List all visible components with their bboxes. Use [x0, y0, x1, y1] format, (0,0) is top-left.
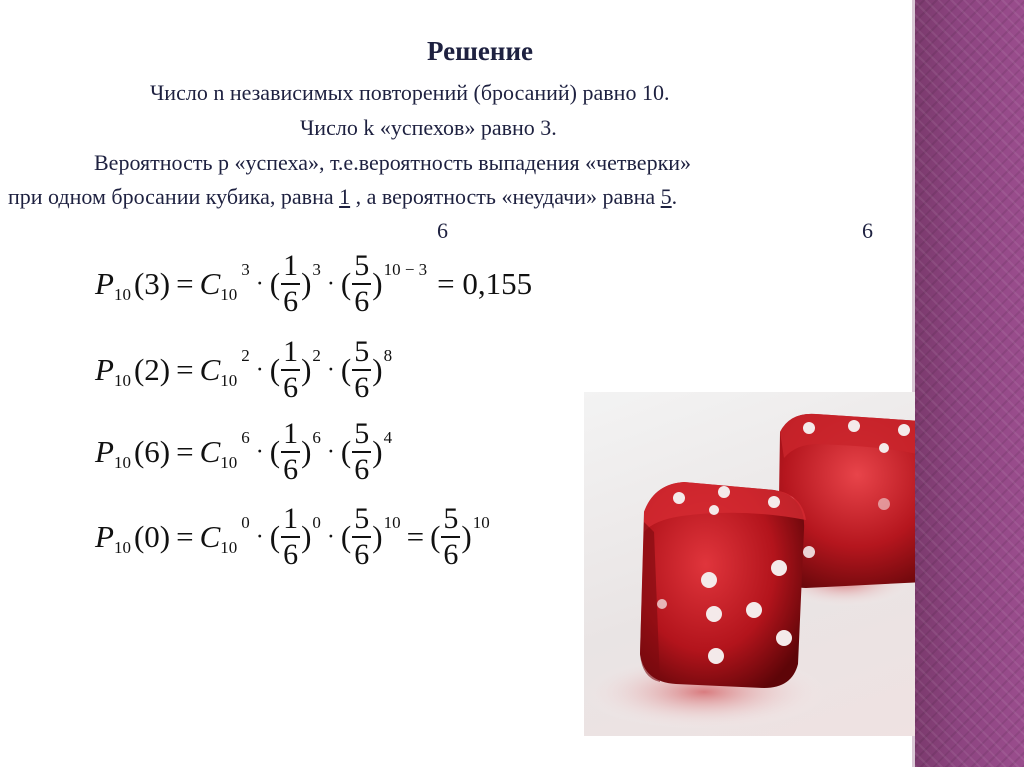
fraction-r-den: 6 [443, 538, 459, 571]
fraction-p-num: 1 [281, 337, 300, 371]
fraction-q [352, 419, 371, 485]
formula-equals: = [176, 519, 194, 554]
slide-title: Решение [427, 36, 533, 66]
formula-dot: · [326, 438, 335, 465]
fraction-p [281, 504, 300, 570]
fraction-q-num: 5 [352, 337, 371, 371]
line4-numerator-2: 5 [660, 184, 672, 209]
paren-open: ( [269, 519, 281, 554]
fraction-p-exp: 6 [312, 428, 321, 447]
formula-P: P [95, 519, 114, 554]
formula-arg: (6) [133, 434, 171, 469]
formula-C-sup: 6 [241, 428, 250, 447]
fraction-q-exp: 10 − 3 [383, 260, 428, 279]
formula-p10-2 [95, 330, 392, 410]
fraction-p-num: 1 [281, 251, 300, 285]
formula-P-sub: 10 [113, 371, 131, 390]
formula-C: C [199, 519, 221, 554]
line4-part-a: при одном бросании кубика, равна [8, 184, 340, 209]
fraction-p-num: 1 [281, 419, 300, 453]
formula-C-sub: 10 [220, 453, 238, 472]
dice-photo [584, 392, 915, 736]
paren-close: ) [461, 519, 472, 554]
paren-open: ( [269, 352, 281, 387]
line4-numerator-1: 1 [339, 184, 351, 209]
fraction-q-den: 6 [354, 371, 370, 404]
formula-C: C [199, 434, 221, 469]
fraction-q-exp: 4 [383, 428, 393, 447]
formula-C: C [199, 352, 221, 387]
formula-dot: · [255, 270, 264, 297]
fraction-r [441, 504, 460, 570]
decorative-side-band [915, 0, 1024, 767]
fraction-q-num: 5 [352, 251, 371, 285]
text-line-3: Вероятность p «успеха», т.е.вероятность выпадения «четверки» [94, 150, 692, 175]
fraction-q-num: 5 [352, 504, 371, 538]
fraction-q-den: 6 [354, 453, 370, 486]
formula-p10-0 [95, 497, 490, 577]
formula-p10-6 [95, 412, 392, 492]
fraction-q-den: 6 [354, 285, 370, 318]
fraction-q-exp: 10 [383, 513, 401, 532]
fraction-p [281, 251, 300, 317]
formula-C-sup: 2 [241, 346, 250, 365]
formula-C: C [199, 266, 221, 301]
fraction-p-exp: 3 [312, 260, 321, 279]
fraction-p-den: 6 [283, 285, 299, 318]
formula-C-sup: 3 [241, 260, 250, 279]
formula-C-sub: 10 [220, 538, 238, 557]
fraction-q-exp: 8 [383, 346, 393, 365]
formula-C-sub: 10 [220, 285, 238, 304]
text-line-2: Число k «успехов» равно 3. [300, 115, 557, 140]
formula-C-sup: 0 [241, 513, 250, 532]
denominator-2: 6 [862, 218, 873, 243]
fraction-p-exp: 0 [312, 513, 321, 532]
formula-P-sub: 10 [113, 453, 131, 472]
formula-dot: · [255, 438, 264, 465]
fraction-p [281, 337, 300, 403]
paren-close: ) [301, 434, 312, 469]
formula-result: = 0,155 [437, 266, 533, 301]
fraction-r-exp: 10 [472, 513, 490, 532]
formula-equals: = [176, 434, 194, 469]
formula-equals: = [176, 266, 194, 301]
fraction-r-num: 5 [441, 504, 460, 538]
paren-open: ( [340, 434, 352, 469]
paren-open: ( [269, 434, 281, 469]
paren-open: ( [340, 266, 352, 301]
line4-part-c: . [671, 184, 678, 209]
paren-open: ( [340, 352, 352, 387]
paren-close: ) [301, 266, 312, 301]
fraction-q [352, 251, 371, 317]
fraction-p [281, 419, 300, 485]
paren-open: ( [340, 519, 352, 554]
paren-open: ( [430, 519, 441, 554]
paren-close: ) [372, 519, 383, 554]
fraction-p-den: 6 [283, 538, 299, 571]
paren-close: ) [372, 266, 383, 301]
formula-P: P [95, 266, 114, 301]
fraction-q [352, 337, 371, 403]
formula-p10-3 [95, 244, 532, 324]
formula-dot: · [255, 523, 264, 550]
formula-arg: (0) [133, 519, 171, 554]
fraction-p-num: 1 [281, 504, 300, 538]
formula-P-sub: 10 [113, 538, 131, 557]
front-die [640, 482, 806, 688]
paren-close: ) [372, 352, 383, 387]
formula-P: P [95, 352, 114, 387]
denominator-1: 6 [437, 218, 448, 243]
red-dice-image [584, 392, 915, 736]
formula-equals: = [176, 352, 194, 387]
fraction-p-den: 6 [283, 371, 299, 404]
formula-dot: · [326, 270, 335, 297]
fraction-p-exp: 2 [312, 346, 321, 365]
paren-close: ) [301, 352, 312, 387]
fraction-q-num: 5 [352, 419, 371, 453]
line4-part-b: , а вероятность «неудачи» равна [350, 184, 661, 209]
paren-open: ( [269, 266, 281, 301]
formula-C-sub: 10 [220, 371, 238, 390]
formula-arg: (2) [133, 352, 171, 387]
paren-close: ) [372, 434, 383, 469]
formula-dot: · [326, 523, 335, 550]
text-line-4 [8, 184, 677, 210]
formula-P-sub: 10 [113, 285, 131, 304]
formula-dot: · [326, 356, 335, 383]
fraction-q [352, 504, 371, 570]
formula-dot: · [255, 356, 264, 383]
formula-arg: (3) [133, 266, 171, 301]
formula-P: P [95, 434, 114, 469]
fraction-q-den: 6 [354, 538, 370, 571]
fraction-p-den: 6 [283, 453, 299, 486]
paren-close: ) [301, 519, 312, 554]
text-line-1: Число n независимых повторений (бросаний) равно 10. [150, 80, 670, 105]
formula-equals-2: = [406, 519, 425, 554]
